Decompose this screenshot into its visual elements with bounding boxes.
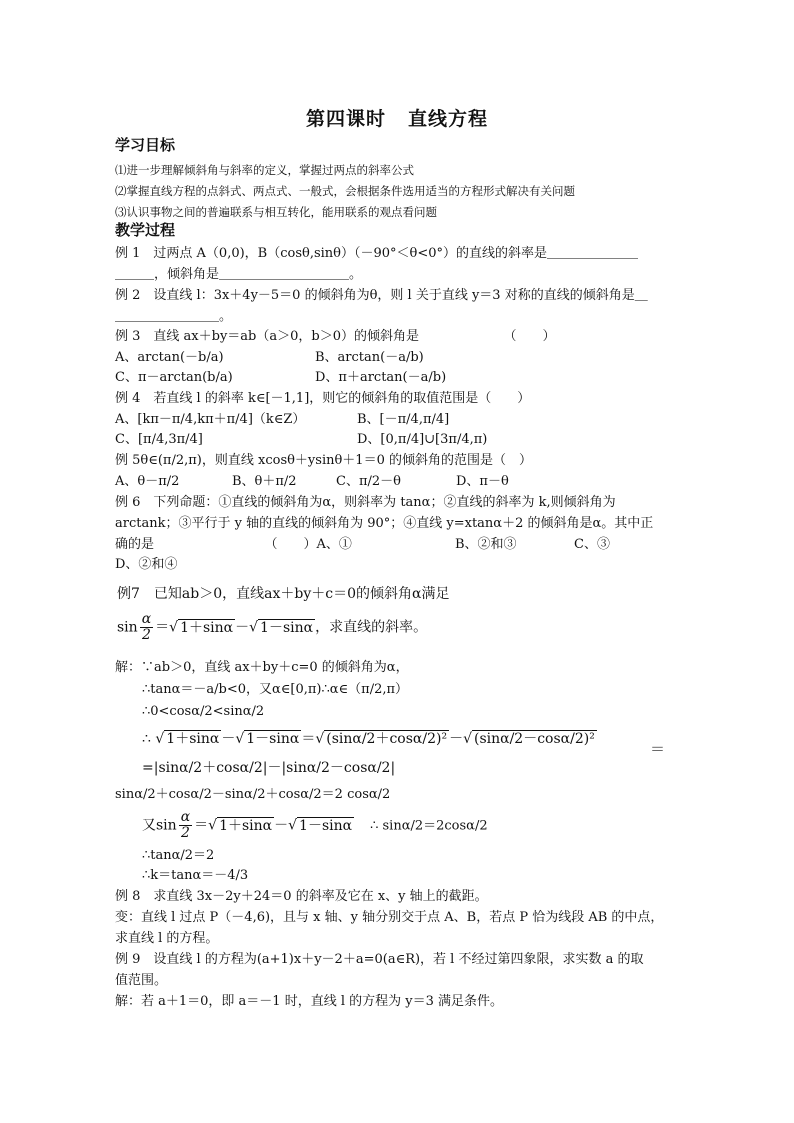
example-9-line-1: 例 9 设直线 l 的方程为(a+1)x＋y－2＋a=0(a∈R)，若 l 不经过第四象限，求实数 a 的取	[115, 952, 644, 967]
sqrt-icon: √	[169, 619, 179, 636]
example-9-line-2: 值范围。	[115, 973, 168, 988]
radicand-1: 1＋sinα	[180, 619, 234, 636]
sin-label: sin	[117, 619, 138, 636]
sqrt-icon: √	[235, 731, 245, 747]
sqrt-icon: √	[208, 817, 218, 834]
fraction-alpha-over-2: $\frac{\alpha}{2}$	[141, 611, 152, 643]
example-4-option-d: D、[0,π/4]∪[3π/4,π)	[357, 432, 488, 447]
title-part2: 直线方程	[408, 108, 489, 130]
equals-sign: ＝	[650, 740, 666, 758]
example-5-option-b: B、θ＋π/2	[232, 474, 297, 489]
example-6-line-3: 确的是 （ ）A、①	[115, 537, 352, 552]
example-3-option-c: C、π－arctan(b/a)	[115, 370, 233, 385]
example-4-option-c: C、[π/4,3π/4]	[115, 432, 203, 447]
example-5-question: 例 5θ∈(π/2,π)，则直线 xcosθ＋ysinθ＋1＝0 的倾斜角的范围是（ ）	[115, 453, 532, 468]
solution-7-formula-2: 又sin $\frac{\alpha}{2}$ ＝√ 1＋sinα －√ 1－sinα ∴ sinα/2＝2cosα/2	[142, 809, 488, 841]
example-4-option-b: B、[－π/4,π/4]	[357, 412, 450, 427]
example-6-line-2: arctank；③平行于 y 轴的直线的倾斜角为 90°；④直线 y=xtanα＋2 的倾斜角是α。其中正	[115, 516, 654, 531]
example-1-line-2: ＿＿＿，倾斜角是＿＿＿＿＿＿＿＿＿＿。	[115, 267, 363, 282]
example-6-option-c: C、③	[574, 537, 610, 552]
goal-item-3: ⑶认识事物之间的普遍联系与相互转化，能用联系的观点看问题	[115, 205, 437, 219]
solution-7-line-2: ∴tanα＝－a/b<0，又α∈[0,π)∴α∈（π/2,π）	[142, 682, 409, 697]
solution-7-line-1: 解：∵ab＞0，直线 ax＋by＋c=0 的倾斜角为α，	[115, 660, 409, 675]
example-6-line-1: 例 6 下列命题：①直线的倾斜角为α，则斜率为 tanα；②直线的斜率为 k,则倾斜角为	[115, 495, 616, 510]
variation-line-1: 变：直线 l 过点 P（－4,6)，且与 x 轴、y 轴分别交于点 A、B，若点 P 恰为线段 AB 的中点，	[115, 910, 664, 925]
page-title	[0, 104, 794, 131]
example-7-tail: ，求直线的斜率。	[315, 619, 428, 636]
example-2-line-1: 例 2 设直线 l：3x＋4y－5＝0 的倾斜角为θ，则 l 关于直线 y＝3 对称的直线的倾斜角是＿	[115, 288, 648, 303]
sqrt-icon: √	[249, 619, 259, 636]
radicand-2: 1－sinα	[260, 619, 314, 636]
solution-7-line-5: =|sinα/2＋cosα/2|－|sinα/2－cosα/2|	[142, 760, 396, 776]
goal-item-1: ⑴进一步理解倾斜角与斜率的定义，掌握过两点的斜率公式	[115, 163, 414, 177]
sqrt-icon: √	[315, 731, 325, 747]
example-1-line-1: 例 1 过两点 A（0,0)，B（cosθ,sinθ）（－90°＜θ<0°）的直线的斜率是＿＿＿＿＿＿＿	[115, 246, 639, 261]
solution-7-line-3: ∴0<cosα/2<sinα/2	[142, 704, 265, 719]
sqrt-icon: √	[463, 731, 472, 747]
example-5-option-d: D、π－θ	[456, 474, 509, 489]
solution-7-line-8: ∴tanα/2＝2	[142, 848, 215, 863]
solution-7-line-6: sinα/2＋cosα/2－sinα/2＋cosα/2＝2 cosα/2	[115, 787, 391, 802]
example-4-question: 例 4 若直线 l 的斜率 k∈[－1,1]，则它的倾斜角的取值范围是（ ）	[115, 391, 531, 406]
example-6-option-d: D、②和④	[115, 557, 178, 572]
solution-7-line-9: ∴k＝tanα＝－4/3	[142, 868, 249, 883]
solution-9-line-1: 解：若 a＋1＝0，即 a＝－1 时，直线 l 的方程为 y＝3 满足条件。	[115, 994, 504, 1009]
title-part1: 第四课时	[305, 108, 386, 130]
example-8: 例 8 求直线 3x－2y＋24＝0 的斜率及它在 x、y 轴上的截距。	[115, 889, 488, 904]
example-3-option-b: B、arctan(－a/b)	[315, 350, 424, 365]
sqrt-icon: √	[288, 817, 298, 834]
variation-line-2: 求直线 l 的方程。	[115, 931, 219, 946]
example-5-option-a: A、θ－π/2	[115, 474, 180, 489]
goal-item-2: ⑵掌握直线方程的点斜式、两点式、一般式，会根据条件选用适当的方程形式解决有关问题	[115, 184, 575, 198]
example-4-option-a: A、[kπ－π/4,kπ＋π/4]（k∈Z）	[115, 412, 306, 427]
solution-7-formula-1: ∴ √ 1＋sinα －√ 1－sinα ＝√ (sinα/2＋cosα/2)² －√ (sinα/2－cosα/2)²	[142, 731, 595, 747]
example-5-option-c: C、π/2－θ	[336, 474, 401, 489]
process-heading: 教学过程	[115, 221, 176, 239]
fraction-alpha-over-2: $\frac{\alpha}{2}$	[180, 809, 191, 841]
example-3-option-d: D、π＋arctan(－a/b)	[315, 370, 447, 385]
example-6-option-b: B、②和③	[455, 537, 517, 552]
example-2-line-2: ＿＿＿＿＿＿＿＿。	[115, 309, 233, 324]
sqrt-icon: √	[155, 731, 165, 747]
example-7-formula: sin $\frac{\alpha}{2}$ ＝√ 1＋sinα －√ 1－sinα ，求直线的斜率。	[117, 611, 428, 643]
example-3-question: 例 3 直线 ax＋by＝ab（a＞0，b＞0）的倾斜角是 （ ）	[115, 329, 556, 344]
goals-heading: 学习目标	[115, 136, 176, 154]
example-7-line-1: 例7 已知ab＞0，直线ax＋by＋c＝0的倾斜角α满足	[117, 586, 450, 602]
example-3-option-a: A、arctan(－b/a)	[115, 350, 224, 365]
